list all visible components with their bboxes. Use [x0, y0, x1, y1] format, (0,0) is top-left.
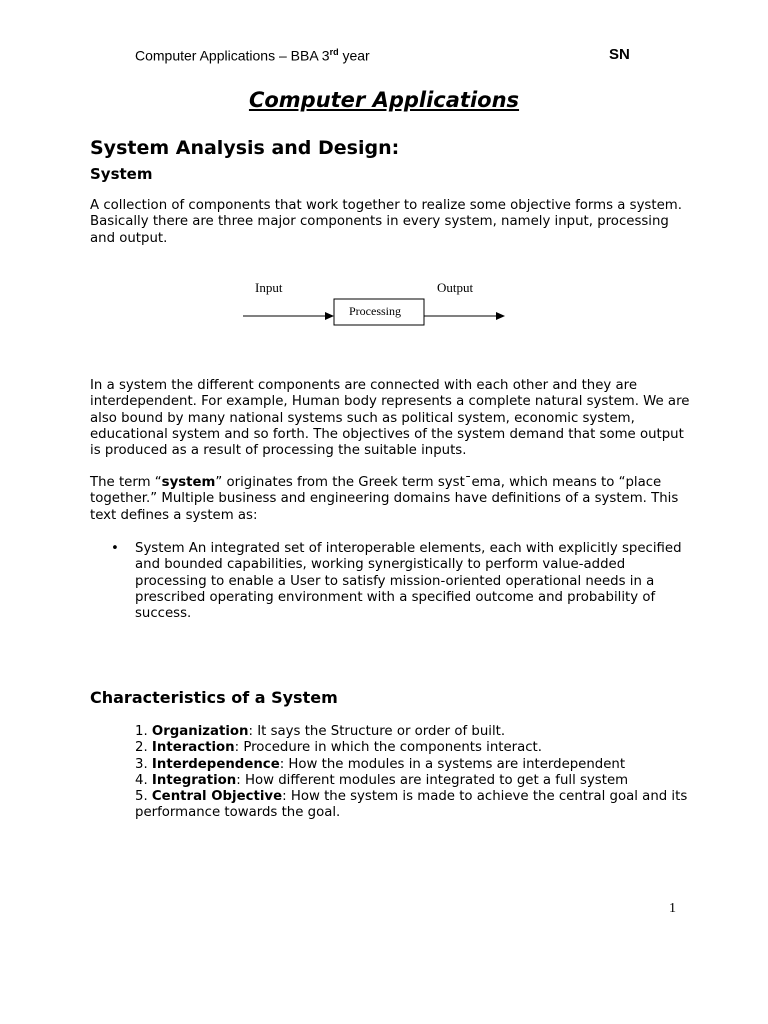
diagram-input-label: Input	[255, 280, 283, 295]
page-number: 1	[669, 901, 676, 916]
item-number: 1.	[135, 724, 152, 739]
item-description: : How different modules are integrated to get a full system	[236, 772, 629, 788]
characteristics-list	[135, 724, 695, 822]
ipo-diagram	[240, 278, 520, 338]
item-term: Central Objective	[151, 789, 283, 805]
document-title: Computer Applications	[248, 88, 520, 112]
page-header-left	[135, 47, 370, 64]
term-suffix: ” originates from the Greek term systˉema, which means to “place together.” Multiple business and engineering domains have definitions of a system. This text defines a system as:	[90, 475, 679, 523]
characteristic-item	[135, 789, 695, 822]
diagram-output-label: Output	[437, 280, 474, 295]
item-term: Integration	[151, 772, 237, 788]
item-term: Organization	[151, 724, 249, 739]
subsection-heading: System	[90, 165, 153, 183]
output-arrowhead	[496, 312, 505, 320]
term-bold: system	[161, 475, 216, 490]
header-superscript: rd	[329, 47, 339, 57]
item-term: Interaction	[151, 740, 235, 756]
item-number: 3.	[135, 756, 152, 772]
item-description: : Procedure in which the components interact.	[234, 740, 543, 756]
characteristic-item	[135, 740, 695, 756]
paragraph-definition: A collection of components that work together to realize some objective forms a system. Basically there are three major components in every system, namely input, processing and output.	[90, 198, 682, 246]
section-heading: System Analysis and Design:	[90, 137, 400, 159]
term-prefix: The term “	[90, 475, 162, 490]
header-course: Computer Applications – BBA 3	[135, 47, 330, 64]
paragraph-term-origin	[90, 475, 690, 524]
item-description: : How the system is made to achieve the central goal and its performance towards the goal.	[135, 789, 688, 821]
characteristics-heading: Characteristics of a System	[90, 688, 338, 707]
page-header-initials: SN	[609, 46, 630, 63]
item-description: : How the modules in a systems are interdependent	[279, 756, 626, 772]
item-description: : It says the Structure or order of built.	[248, 724, 506, 739]
item-term: Interdependence	[151, 756, 280, 772]
item-number: 5.	[135, 789, 152, 805]
paragraph-interdependence: In a system the different components are connected with each other and they are interdependent. For example, Human body represents a complete natural system. We are also bound by many national systems such as political system, economic system, educational system and so forth. The objectives of the system demand that some output is produced as a result of processing the suitable inputs.	[90, 378, 690, 459]
item-number: 4.	[135, 772, 152, 788]
diagram-processing-label: Processing	[349, 304, 401, 318]
input-arrowhead	[325, 312, 334, 320]
characteristic-item	[135, 724, 695, 740]
bullet-marker: •	[111, 541, 119, 556]
item-number: 2.	[135, 740, 152, 756]
characteristic-item	[135, 773, 695, 789]
characteristic-item	[135, 757, 695, 773]
header-year: year	[338, 47, 370, 64]
bullet-definition: System An integrated set of interoperable elements, each with explicitly specified and bounded capabilities, working synergistically to perform value-added processing to enable a User to satisfy mission-oriented operational needs in a prescribed operating environment with a specified outcome and probability of success.	[135, 541, 682, 622]
